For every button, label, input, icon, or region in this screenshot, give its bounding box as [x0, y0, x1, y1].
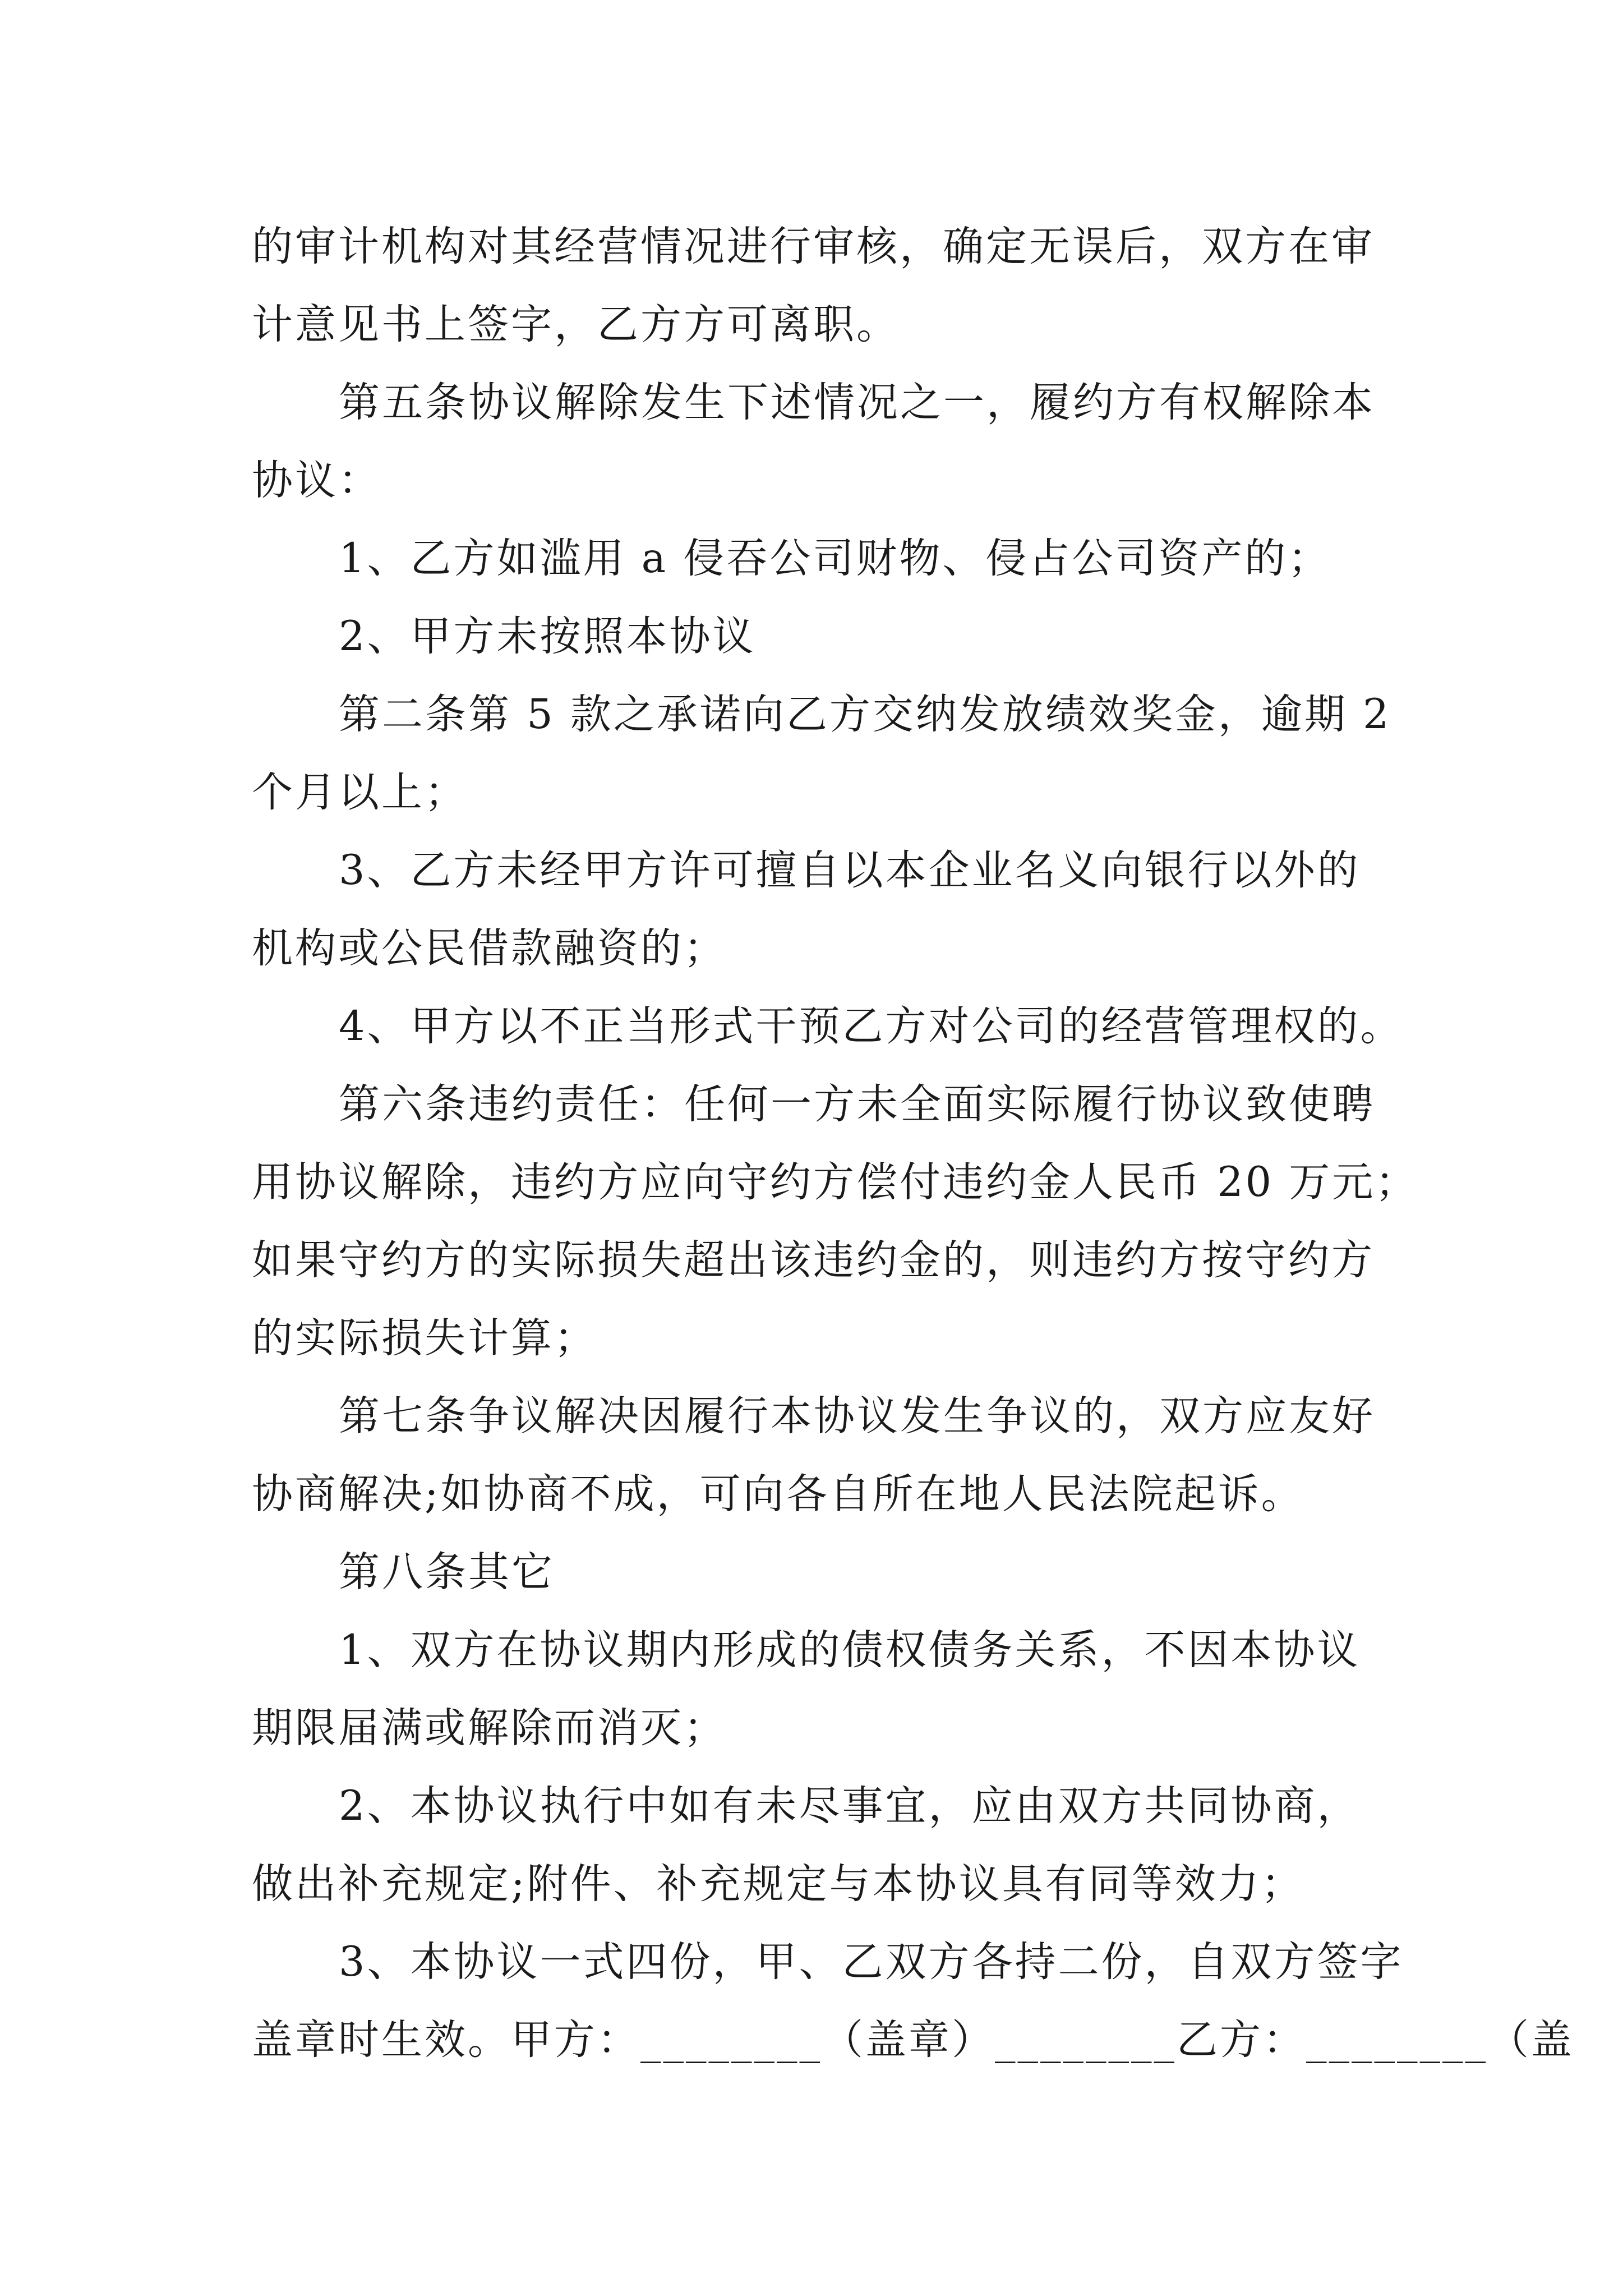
text-line: 计意见书上签字，乙方方可离职。	[252, 301, 900, 348]
text-line: 做出补充规定;附件、补充规定与本协议具有同等效力；	[252, 1860, 1304, 1908]
text-line: 3、本协议一式四份，甲、乙双方各持二份，自双方签字	[339, 1938, 1404, 1986]
text-line: 2、本协议执行中如有未尽事宜，应由双方共同协商，	[339, 1782, 1361, 1830]
text-line: 2、甲方未按照本协议	[339, 613, 756, 660]
text-line: 第五条协议解除发生下述情况之一，履约方有权解除本	[339, 379, 1375, 426]
text-line: 第六条违约责任：任何一方未全面实际履行协议致使聘	[339, 1080, 1375, 1128]
text-line: 的实际损失计算；	[252, 1314, 597, 1362]
document-body	[252, 208, 1574, 2079]
text-line: 第二条第 5 款之承诺向乙方交纳发放绩效奖金，逾期 2	[339, 691, 1391, 738]
text-line: 3、乙方未经甲方许可擅自以本企业名义向银行以外的	[339, 846, 1361, 894]
text-line: 的审计机构对其经营情况进行审核，确定无误后，双方在审	[252, 223, 1375, 270]
text-line: 盖章时生效。甲方：________（盖章）________乙方：________（盖	[252, 2016, 1574, 2064]
text-line: 如果守约方的实际损失超出该违约金的，则违约方按守约方	[252, 1236, 1375, 1284]
text-line: 用协议解除，违约方应向守约方偿付违约金人民币 20 万元；	[252, 1158, 1419, 1206]
text-line: 协商解决;如协商不成，可向各自所在地人民法院起诉。	[252, 1470, 1304, 1518]
text-line: 1、乙方如滥用 a 侵吞公司财物、侵占公司资产的；	[339, 535, 1331, 582]
text-line: 个月以上；	[252, 769, 468, 816]
text-line: 期限届满或解除而消灭；	[252, 1704, 727, 1752]
text-line: 第七条争议解决因履行本协议发生争议的，双方应友好	[339, 1392, 1375, 1440]
text-line: 4、甲方以不正当形式干预乙方对公司的经营管理权的。	[339, 1002, 1404, 1050]
text-line: 机构或公民借款融资的；	[252, 924, 727, 972]
text-line: 第八条其它	[339, 1548, 555, 1596]
text-line: 1、双方在协议期内形成的债权债务关系，不因本协议	[339, 1626, 1361, 1674]
text-line: 协议：	[252, 457, 381, 504]
